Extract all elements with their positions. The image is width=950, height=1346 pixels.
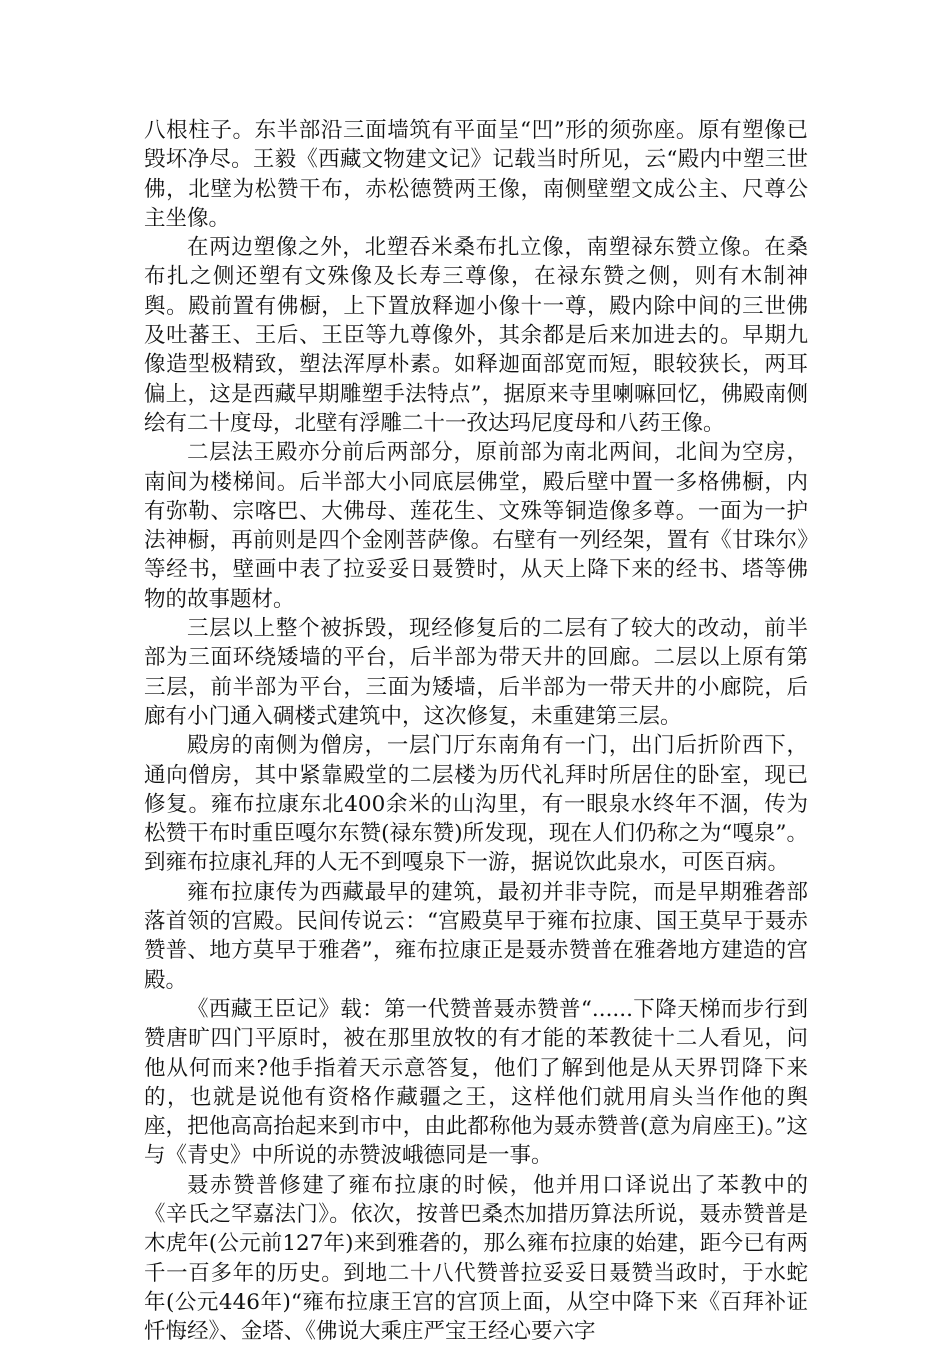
paragraph: 《西藏王臣记》载：第一代赞普聂赤赞普“......下降天梯而步行到赞唐旷四门平原时，被在那里放牧的有才能的苯教徒十二人看见，问他从何而来?他手指着天示意答复，他们了解到他是从天界罚降下来的，也就是说他有资格作藏疆之王，这样他们就用肩头当作他的舆座，把他高高抬起来到市中，由此都称他为聂赤赞普(意为肩座王)。”这与《青史》中所说的赤赞波峨德同是一事。 bbox=[144, 996, 808, 1169]
paragraph: 三层以上整个被拆毁，现经修复后的二层有了较大的改动，前半部为三面环绕矮墙的平台，后半部为带天井的回廊。二层以上原有第三层，前半部为平台，三面为矮墙，后半部为一带天井的小廊院，后廊有小门通入碉楼式建筑中，这次修复，未重建第三层。 bbox=[144, 616, 808, 729]
paragraph: 雍布拉康传为西藏最早的建筑，最初并非寺院，而是早期雅砻部落首领的宫殿。民间传说云：“宫殿莫早于雍布拉康、国王莫早于聂赤赞普、地方莫早于雅砻”，雍布拉康正是聂赤赞普在雅砻地方建造的宫殿。 bbox=[144, 879, 808, 993]
paragraph: 二层法王殿亦分前后两部分，原前部为南北两间，北间为空房，南间为楼梯间。后半部大小同底层佛堂，殿后壁中置一多格佛橱，内有弥勒、宗喀巴、大佛母、莲花生、文殊等铜造像多尊。一面为一护法神橱，再前则是四个金刚菩萨像。右壁有一列经架，置有《甘珠尔》等经书，壁画中表了拉妥妥日聂赞时，从天上降下来的经书、塔等佛物的故事题材。 bbox=[144, 440, 808, 612]
paragraph: 在两边塑像之外，北塑吞米桑布扎立像，南塑禄东赞立像。在桑布扎之侧还塑有文殊像及长寿三尊像，在禄东赞之侧，则有木制神舆。殿前置有佛橱，上下置放释迦小像十一尊，殿内除中间的三世佛及吐蕃王、王后、王臣等九尊像外，其余都是后来加进去的。早期九像造型极精致，塑法浑厚朴素。如释迦面部宽而短，眼较狭长，两耳偏上，这是西藏早期雕塑手法特点”，据原来寺里喇嘛回忆，佛殿南侧绘有二十度母，北壁有浮雕二十一孜达玛尼度母和八药王像。 bbox=[144, 235, 808, 436]
document-body bbox=[144, 116, 808, 1346]
paragraph: 聂赤赞普修建了雍布拉康的时候，他并用口译说出了苯教中的《辛氏之罕嘉法门》。依次，按普巴桑杰加措历算法所说，聂赤赞普是木虎年(公元前127年)来到雅砻的，那么雍布拉康的始建，距今已有两千一百多年的历史。到地二十八代赞普拉妥妥日聂赞当政时，于水蛇年(公元446年)“雍布拉康王宫的宫顶上面，从空中降下来《百拜补证忏悔经》、金塔、《佛说大乘庄严宝王经心要六字 bbox=[144, 1172, 808, 1345]
paragraph: 殿房的南侧为僧房，一层门厅东南角有一门，出门后折阶西下，通向僧房，其中紧靠殿堂的二层楼为历代礼拜时所居住的卧室，现已修复。雍布拉康东北400余米的山沟里，有一眼泉水终年不涸，传为松赞干布时重臣嘎尔东赞(禄东赞)所发现，现在人们仍称之为“嘎泉”。到雍布拉康礼拜的人无不到嘎泉下一游，据说饮此泉水，可医百病。 bbox=[144, 733, 808, 876]
paragraph: 八根柱子。东半部沿三面墙筑有平面呈“凹”形的须弥座。原有塑像已毁坏净尽。王毅《西藏文物建文记》记载当时所见，云“殿内中塑三世佛，北壁为松赞干布，赤松德赞两王像，南侧壁塑文成公主、尺尊公主坐像。 bbox=[144, 118, 808, 231]
